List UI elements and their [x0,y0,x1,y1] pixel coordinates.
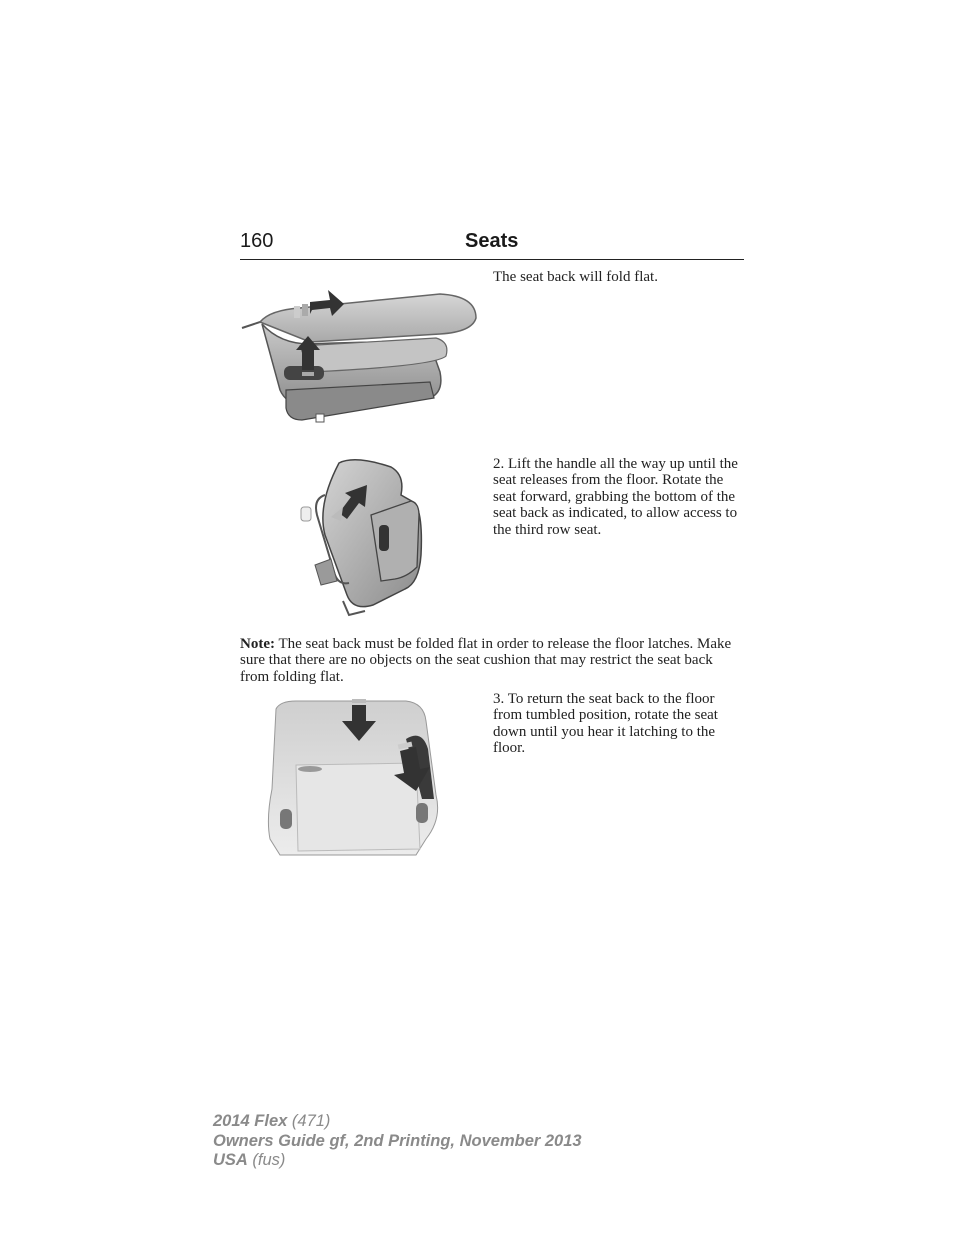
seat-tumble-forward-illustration [295,455,430,620]
seat-return-illustration [266,699,444,859]
page-footer [213,1112,582,1171]
footer-line-2: Owners Guide gf, 2nd Printing, November 2013 [213,1131,582,1150]
section-title: Seats [465,230,519,252]
fold-flat-text: The seat back will fold flat. [493,269,658,285]
page-header [240,228,744,260]
note-label: Note: [240,636,275,652]
step-2-text: 2. Lift the handle all the way up until the seat releases from the floor. Rotate the seat forward, grabbing the bottom of the seat back as indicated, to allow access to the third row seat. [493,456,738,538]
page-number: 160 [240,230,274,252]
seat-fold-flat-illustration [240,280,480,430]
note-text: The seat back must be folded flat in order to release the floor latches. Make sure that there are no objects on the seat cushion that may restrict the seat back from folding flat. [240,636,732,685]
note-paragraph [240,636,744,685]
footer-line-3: USA (fus) [213,1151,286,1169]
step-3-text: 3. To return the seat back to the floor from tumbled position, rotate the seat down until you hear it latching to the floor. [493,691,718,757]
footer-line-1: 2014 Flex (471) [213,1112,331,1130]
